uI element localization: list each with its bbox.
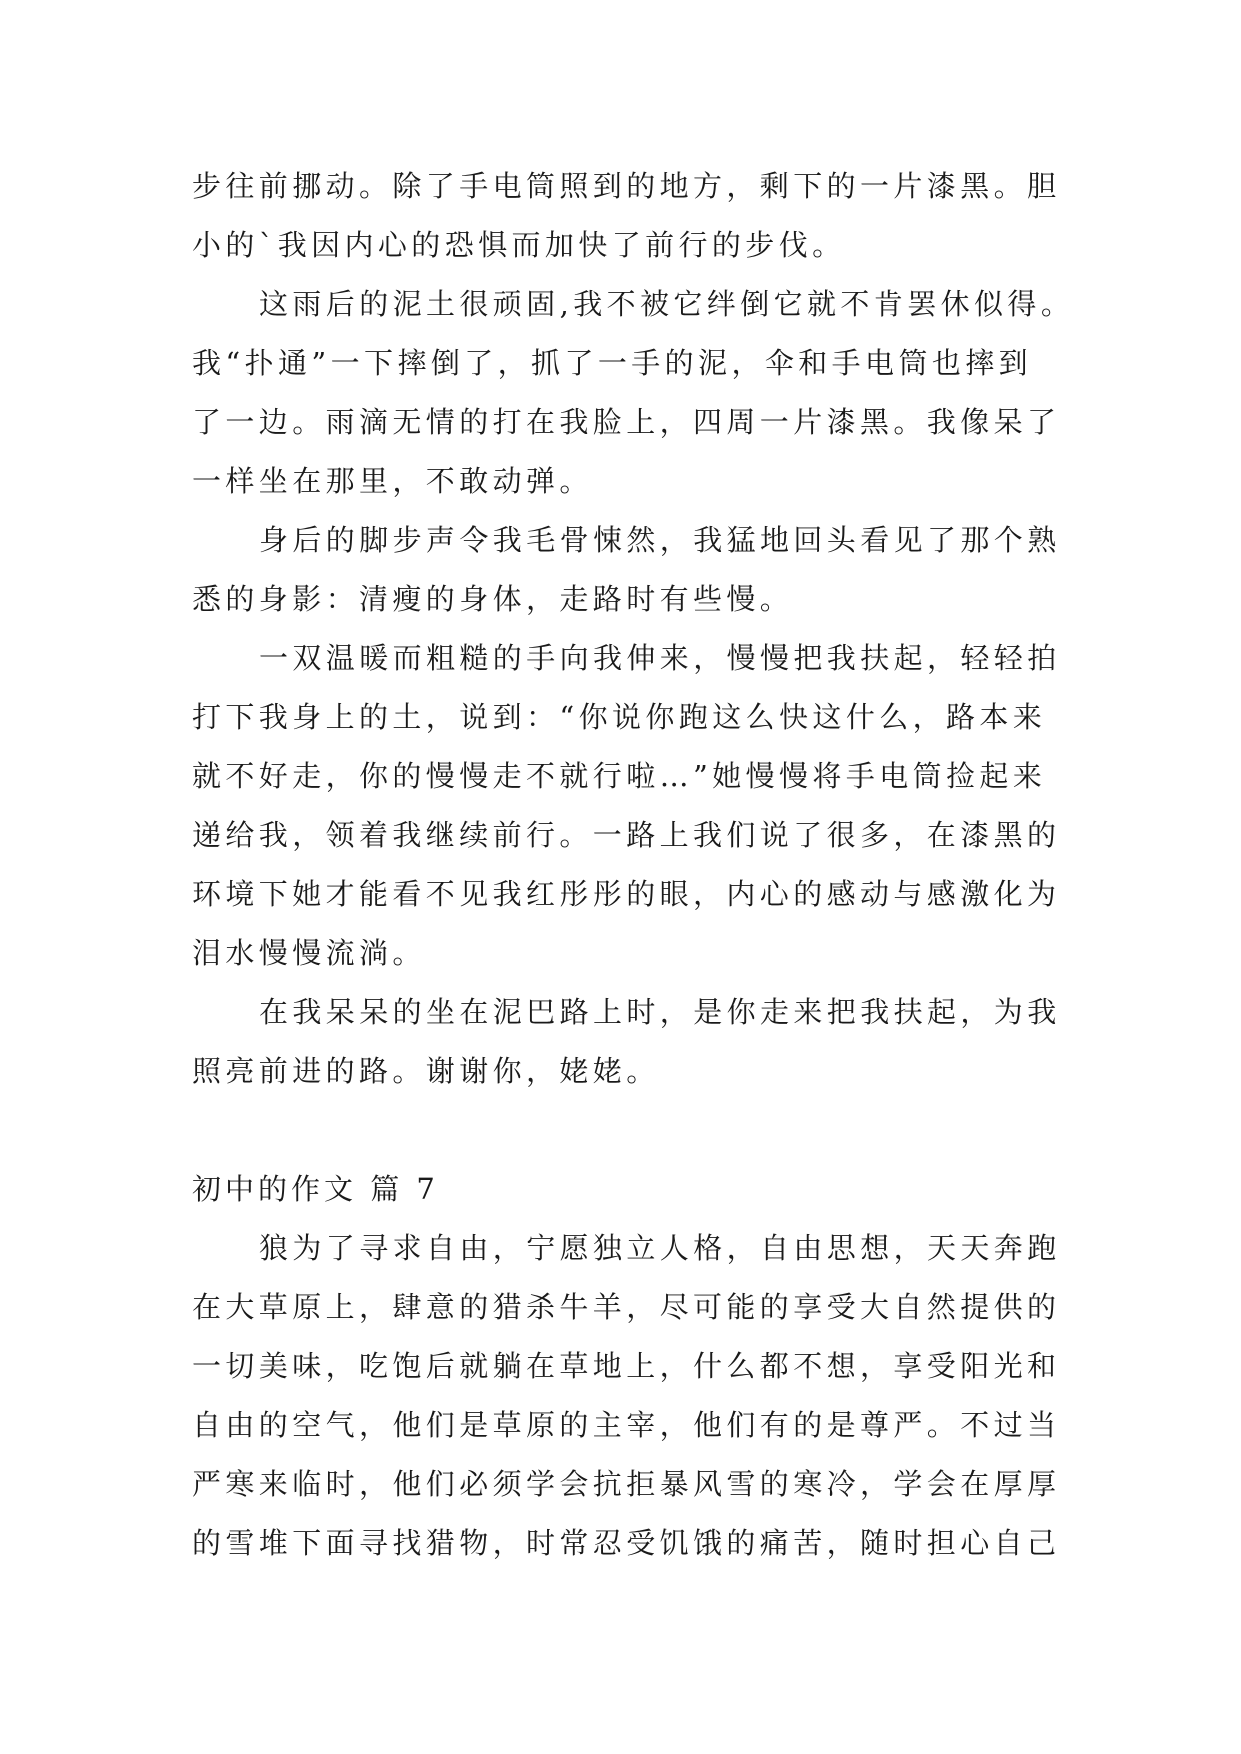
text-line: 照亮前进的路。谢谢你，姥姥。 <box>192 1054 660 1088</box>
text-line: 小的`我因内心的恐惧而加快了前行的步伐。 <box>192 228 846 262</box>
text-line: 一样坐在那里，不敢动弹。 <box>192 464 593 498</box>
text-line: 递给我，领着我继续前行。一路上我们说了很多，在漆黑的 <box>192 818 1061 852</box>
text-line: 步往前挪动。除了手电筒照到的地方，剩下的一片漆黑。胆 <box>192 169 1061 203</box>
paragraph <box>192 157 1241 275</box>
text-line: 身后的脚步声令我毛骨悚然，我猛地回头看见了那个熟 <box>259 523 1061 557</box>
section-heading: 初中的作文 篇 7 <box>192 1172 439 1206</box>
paragraph <box>192 1219 1241 1573</box>
text-line: 狼为了寻求自由，宁愿独立人格，自由思想，天天奔跑 <box>259 1231 1061 1265</box>
text-line: 在我呆呆的坐在泥巴路上时，是你走来把我扶起，为我 <box>259 995 1061 1029</box>
paragraph <box>192 629 1241 983</box>
text-line: 悉的身影：清瘦的身体，走路时有些慢。 <box>192 582 794 616</box>
paragraph <box>192 511 1241 629</box>
text-line: 打下我身上的土，说到：“你说你跑这么快这什么，路本来 <box>192 700 1047 734</box>
text-line: 环境下她才能看不见我红彤彤的眼，内心的感动与感激化为 <box>192 877 1061 911</box>
text-line: 我“扑通”一下摔倒了，抓了一手的泥，伞和手电筒也摔到 <box>192 346 1033 380</box>
text-line: 一双温暖而粗糙的手向我伸来，慢慢把我扶起，轻轻拍 <box>259 641 1061 675</box>
text-line: 一切美味，吃饱后就躺在草地上，什么都不想，享受阳光和 <box>192 1349 1061 1383</box>
paragraph <box>192 275 1241 511</box>
text-line: 的雪堆下面寻找猎物，时常忍受饥饿的痛苦，随时担心自己 <box>192 1526 1061 1560</box>
text-line: 严寒来临时，他们必须学会抗拒暴风雪的寒冷，学会在厚厚 <box>192 1467 1061 1501</box>
text-line: 在大草原上，肆意的猎杀牛羊，尽可能的享受大自然提供的 <box>192 1290 1061 1324</box>
text-line: 这雨后的泥土很顽固,我不被它绊倒它就不肯罢休似得。 <box>259 287 1075 321</box>
text-line: 泪水慢慢流淌。 <box>192 936 426 970</box>
text-line: 就不好走，你的慢慢走不就行啦…”她慢慢将手电筒捡起来 <box>192 759 1047 793</box>
text-line: 自由的空气，他们是草原的主宰，他们有的是尊严。不过当 <box>192 1408 1061 1442</box>
paragraph <box>192 983 1241 1101</box>
text-line: 了一边。雨滴无情的打在我脸上，四周一片漆黑。我像呆了 <box>192 405 1061 439</box>
